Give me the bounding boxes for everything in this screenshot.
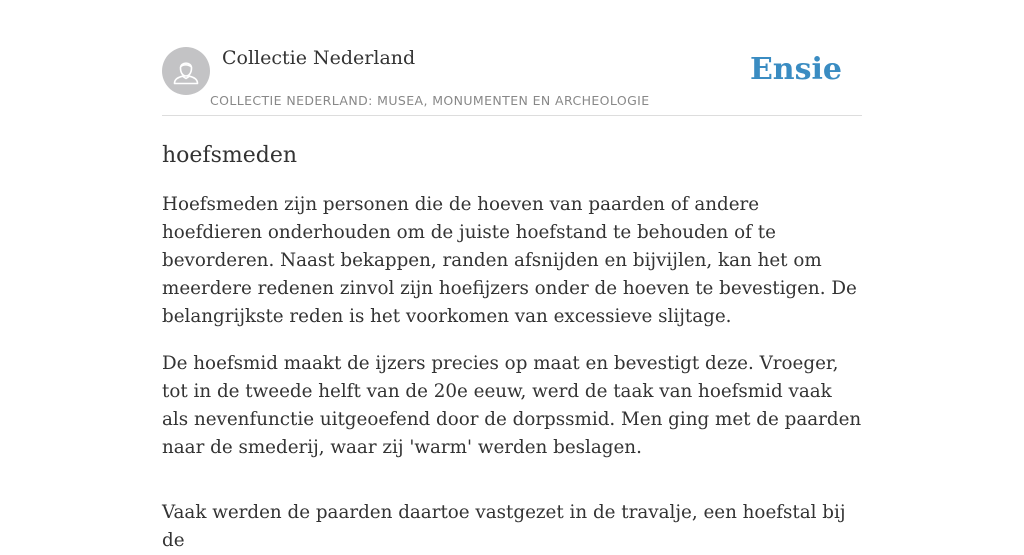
article-header xyxy=(162,46,862,116)
author-name[interactable]: Collectie Nederland xyxy=(222,47,416,69)
author-avatar[interactable] xyxy=(162,47,210,95)
article-page xyxy=(162,0,862,555)
ensie-logo[interactable]: Ensie xyxy=(749,52,842,87)
user-silhouette-icon xyxy=(162,47,210,95)
article-paragraph: Vaak werden de paarden daartoe vastgezet in de travalje, een hoefstal bij de xyxy=(162,502,846,551)
article-title: hoefsmeden xyxy=(162,143,298,168)
article-paragraph: De hoefsmid maakt de ijzers precies op maat en bevestigt deze. Vroeger, tot in de tweede helft van de 20e eeuw, werd de taak van hoefsmid vaak als nevenfunctie uitgeoefend door de dorpssmid. Men ging met de paarden naar de smederij, waar zij 'warm' werden beslagen. xyxy=(162,353,862,458)
article-paragraph: Hoefsmeden zijn personen die de hoeven van paarden of andere hoefdieren onderhouden om de juiste hoefstand te behouden of te bevorderen. Naast bekappen, randen afsnijden en bijvijlen, kan het om meerdere redenen zinvol zijn hoefijzers onder de hoeven te bevestigen. De belangrijkste reden is het voorkomen van excessieve slijtage. xyxy=(162,194,857,327)
source-label[interactable]: COLLECTIE NEDERLAND: MUSEA, MONUMENTEN EN ARCHEOLOGIE xyxy=(210,93,650,108)
article-body xyxy=(162,191,862,555)
